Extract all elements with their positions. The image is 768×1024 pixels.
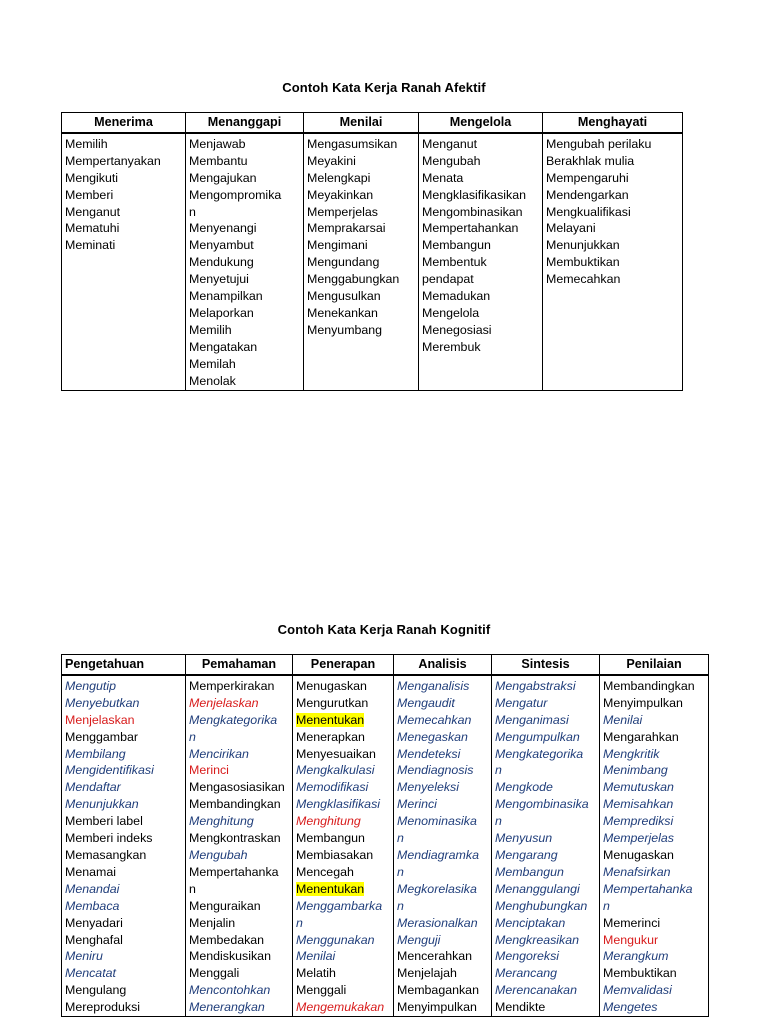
list-item: Memberi label xyxy=(65,814,143,829)
list-item: Membandingkan xyxy=(189,797,281,812)
list-item: Menugaskan xyxy=(296,678,367,693)
list-item: Menunjukkan xyxy=(65,797,139,812)
list-item: Mengubah xyxy=(422,153,481,168)
list-item: n xyxy=(397,831,404,846)
list-item: Merancang xyxy=(495,966,557,981)
table-kognitif xyxy=(61,654,709,1017)
list-item: Mengklasifikasi xyxy=(296,797,381,812)
column-menanggapi xyxy=(186,133,304,390)
header-menilai: Menilai xyxy=(304,113,419,133)
list-item: Memprediksi xyxy=(603,814,674,829)
list-item: Menanggulangi xyxy=(495,881,580,896)
header-penilaian: Penilaian xyxy=(600,655,709,675)
list-item: Memprakarsai xyxy=(307,221,386,236)
list-item: Menilai xyxy=(296,949,336,964)
header-pengetahuan: Pengetahuan xyxy=(62,655,186,675)
list-item: Mencirikan xyxy=(189,746,249,761)
list-item: Meniru xyxy=(65,949,103,964)
list-item: Mengutip xyxy=(65,678,116,693)
list-item: Mengetes xyxy=(603,1000,658,1015)
list-item: Mengelola xyxy=(422,305,480,320)
header-menghayati: Menghayati xyxy=(543,113,683,133)
list-item: Membantu xyxy=(189,153,248,168)
list-item: Mempertahankan xyxy=(422,221,519,236)
header-pemahaman: Pemahaman xyxy=(186,655,293,675)
list-item: Mematuhi xyxy=(65,221,120,236)
column-pengetahuan xyxy=(62,675,186,1017)
list-item: Mengusulkan xyxy=(307,289,381,304)
list-item: Menyesuaikan xyxy=(296,746,376,761)
list-item: Membuktikan xyxy=(603,966,677,981)
list-item: Mengombinasikan xyxy=(422,204,523,219)
list-item: Mengidentifikasi xyxy=(65,763,154,778)
list-item: Mengarahkan xyxy=(603,729,679,744)
list-item: Mendikte xyxy=(495,1000,546,1015)
list-item: Mencerahkan xyxy=(397,949,473,964)
list-item: Membentuk xyxy=(422,255,487,270)
list-item: Menata xyxy=(422,170,464,185)
list-item: Menyenangi xyxy=(189,221,257,236)
list-item: Menegosiasi xyxy=(422,322,492,337)
list-item: Memasangkan xyxy=(65,847,147,862)
list-item: Mengurutkan xyxy=(296,695,369,710)
list-item: Mempertahanka xyxy=(603,881,693,896)
list-item: Megkorelasika xyxy=(397,881,477,896)
list-item: Membiasakan xyxy=(296,847,374,862)
column-sintesis xyxy=(492,675,600,1017)
list-item: Menyimpulkan xyxy=(603,695,683,710)
list-item: Mengkritik xyxy=(603,746,660,761)
list-item: Mengompromika xyxy=(189,187,282,202)
list-item: Menugaskan xyxy=(603,847,674,862)
list-item: Mengkreasikan xyxy=(495,932,580,947)
list-item: pendapat xyxy=(422,272,474,287)
list-item: Menyebutkan xyxy=(65,695,140,710)
list-item: Mencatat xyxy=(65,966,116,981)
list-item: Membaca xyxy=(65,898,120,913)
list-item: Mendengarkan xyxy=(546,187,629,202)
column-mengelola xyxy=(419,133,543,390)
list-item xyxy=(296,712,391,729)
list-item: n xyxy=(397,898,404,913)
list-item: Merinci xyxy=(189,763,229,778)
list-item: Menilai xyxy=(603,712,643,727)
list-item: n xyxy=(296,915,303,930)
list-item: Mempertanyakan xyxy=(65,153,161,168)
list-item: Mengasumsikan xyxy=(307,136,398,151)
list-item: Menggali xyxy=(296,983,347,998)
list-item: Menggunakan xyxy=(296,932,375,947)
list-item: Mengkategorika xyxy=(189,712,278,727)
list-item: Memisahkan xyxy=(603,797,674,812)
list-item: Mengatur xyxy=(495,695,548,710)
column-penilaian xyxy=(600,675,709,1017)
list-item: Menimbang xyxy=(603,763,668,778)
table-row xyxy=(62,133,683,390)
list-item: Mengoreksi xyxy=(495,949,560,964)
list-item: Membangun xyxy=(296,831,365,846)
list-item: Menamai xyxy=(65,864,116,879)
list-item: Menciptakan xyxy=(495,915,566,930)
list-item: Menegaskan xyxy=(397,729,468,744)
list-item: Melaporkan xyxy=(189,305,254,320)
list-item: Menyumbang xyxy=(307,322,383,337)
column-menilai xyxy=(304,133,419,390)
list-item: Mengikuti xyxy=(65,170,119,185)
list-item: Menggali xyxy=(189,966,240,981)
list-item: Menominasika xyxy=(397,814,477,829)
column-analisis xyxy=(394,675,492,1017)
list-item: Membangun xyxy=(495,864,564,879)
list-item: Mengkode xyxy=(495,780,553,795)
list-item: Menggambar xyxy=(65,729,139,744)
list-item: Menghitung xyxy=(189,814,254,829)
list-item: Mengasosiasikan xyxy=(189,780,285,795)
list-item: Merembuk xyxy=(422,339,481,354)
highlighted-word: Menentukan xyxy=(296,712,365,727)
list-item: n xyxy=(495,763,502,778)
column-pemahaman xyxy=(186,675,293,1017)
list-item: Mempengaruhi xyxy=(546,170,629,185)
list-item: Memilih xyxy=(65,136,108,151)
list-item: Memperjelas xyxy=(603,831,674,846)
list-item: Membedakan xyxy=(189,932,265,947)
list-item: Menunjukkan xyxy=(546,238,620,253)
list-item: n xyxy=(495,814,502,829)
list-item: Menjawab xyxy=(189,136,246,151)
list-item: Mengabstraksi xyxy=(495,678,576,693)
list-item: Menganimasi xyxy=(495,712,569,727)
column-penerapan xyxy=(293,675,394,1017)
list-item: Memperjelas xyxy=(307,204,378,219)
list-item: Menyetujui xyxy=(189,272,249,287)
list-item: Menandai xyxy=(65,881,120,896)
list-item: Memadukan xyxy=(422,289,491,304)
column-menghayati xyxy=(543,133,683,390)
list-item: Memilah xyxy=(189,356,236,371)
list-item: Membangun xyxy=(422,238,491,253)
list-item: Mengulang xyxy=(65,983,127,998)
list-item: Menghitung xyxy=(296,814,361,829)
header-penerapan: Penerapan xyxy=(293,655,394,675)
list-item: Menampilkan xyxy=(189,289,263,304)
list-item: Mendukung xyxy=(189,255,254,270)
list-item: n xyxy=(189,881,196,896)
list-item: Mendiagramka xyxy=(397,847,479,862)
list-item: Merasionalkan xyxy=(397,915,478,930)
list-item: Memilih xyxy=(189,322,232,337)
list-item: Menguraikan xyxy=(189,898,261,913)
list-item: Melayani xyxy=(546,221,596,236)
header-sintesis: Sintesis xyxy=(492,655,600,675)
list-item: Membilang xyxy=(65,746,126,761)
list-item xyxy=(296,881,391,898)
list-item: Mengatakan xyxy=(189,339,258,354)
list-item: Merinci xyxy=(397,797,437,812)
list-item: Menjelaskan xyxy=(189,695,259,710)
list-item: Melengkapi xyxy=(307,170,371,185)
list-item: Menjalin xyxy=(189,915,236,930)
list-item: Menghubungkan xyxy=(495,898,588,913)
title-afektif: Contoh Kata Kerja Ranah Afektif xyxy=(282,80,486,95)
list-item: Mendeteksi xyxy=(397,746,461,761)
list-item: Menyeleksi xyxy=(397,780,459,795)
list-item: Mendiskusikan xyxy=(189,949,271,964)
header-analisis: Analisis xyxy=(394,655,492,675)
list-item: Memberi indeks xyxy=(65,831,153,846)
list-item: Mendiagnosis xyxy=(397,763,474,778)
list-item: Menganut xyxy=(422,136,478,151)
list-item: Mengundang xyxy=(307,255,380,270)
list-item: Memodifikasi xyxy=(296,780,369,795)
list-item: Menolak xyxy=(189,373,236,388)
list-item: Mengimani xyxy=(307,238,368,253)
table-row xyxy=(62,675,709,1017)
list-item: Memvalidasi xyxy=(603,983,672,998)
list-item: Menyambut xyxy=(189,238,254,253)
list-item: Menganut xyxy=(65,204,121,219)
list-item: Mengkategorika xyxy=(495,746,584,761)
list-item: Merangkum xyxy=(603,949,669,964)
list-item: Mengubah xyxy=(189,847,248,862)
list-item: Mengarang xyxy=(495,847,558,862)
list-item: Mengubah perilaku xyxy=(546,136,652,151)
list-item: Menggabungkan xyxy=(307,272,400,287)
list-item: Mengombinasika xyxy=(495,797,589,812)
list-item: Mengklasifikasikan xyxy=(422,187,526,202)
list-item: Menyusun xyxy=(495,831,553,846)
list-item: Menyimpulkan xyxy=(397,1000,477,1015)
list-item: Memutuskan xyxy=(603,780,674,795)
list-item: Mengaudit xyxy=(397,695,455,710)
list-item: Menekankan xyxy=(307,305,378,320)
header-mengelola: Mengelola xyxy=(419,113,543,133)
list-item: Menghafal xyxy=(65,932,123,947)
list-item: Mereproduksi xyxy=(65,1000,141,1015)
list-item: Mengajukan xyxy=(189,170,257,185)
column-menerima xyxy=(62,133,186,390)
list-item: Mengkalkulasi xyxy=(296,763,375,778)
highlighted-word: Menentukan xyxy=(296,881,365,896)
list-item: Menjelaskan xyxy=(65,712,135,727)
list-item: Mengkontraskan xyxy=(189,831,281,846)
list-item: Melatih xyxy=(296,966,336,981)
list-item: Memberi xyxy=(65,187,114,202)
list-item: Menerapkan xyxy=(296,729,365,744)
list-item: Meyakini xyxy=(307,153,356,168)
list-item: Menganalisis xyxy=(397,678,470,693)
list-item: Menerangkan xyxy=(189,1000,265,1015)
list-item: Membuktikan xyxy=(546,255,620,270)
list-item: Mempertahanka xyxy=(189,864,279,879)
list-item: Mencegah xyxy=(296,864,354,879)
list-item: n xyxy=(397,864,404,879)
list-item: Menggambarka xyxy=(296,898,383,913)
list-item: Mengumpulkan xyxy=(495,729,580,744)
table-header-row xyxy=(62,113,683,133)
table-header-row xyxy=(62,655,709,675)
list-item: Mendaftar xyxy=(65,780,121,795)
list-item: Memecahkan xyxy=(397,712,472,727)
list-item: Memperkirakan xyxy=(189,678,275,693)
list-item: n xyxy=(189,204,196,219)
list-item: Meminati xyxy=(65,238,116,253)
list-item: Mengukur xyxy=(603,932,659,947)
title-kognitif: Contoh Kata Kerja Ranah Kognitif xyxy=(277,622,491,637)
list-item: Mengemukakan xyxy=(296,1000,385,1015)
list-item: Membagankan xyxy=(397,983,479,998)
list-item: Menafsirkan xyxy=(603,864,671,879)
list-item: Merencanakan xyxy=(495,983,577,998)
list-item: Menjelajah xyxy=(397,966,457,981)
list-item: Memecahkan xyxy=(546,272,621,287)
header-menerima: Menerima xyxy=(62,113,186,133)
list-item: Membandingkan xyxy=(603,678,695,693)
list-item: Memerinci xyxy=(603,915,661,930)
table-afektif xyxy=(61,112,683,391)
list-item: Menyadari xyxy=(65,915,123,930)
header-menanggapi: Menanggapi xyxy=(186,113,304,133)
list-item: n xyxy=(603,898,610,913)
list-item: Berakhlak mulia xyxy=(546,153,635,168)
list-item: Mengkualifikasi xyxy=(546,204,631,219)
list-item: Menguji xyxy=(397,932,441,947)
list-item: Meyakinkan xyxy=(307,187,374,202)
list-item: Mencontohkan xyxy=(189,983,271,998)
list-item: n xyxy=(189,729,196,744)
